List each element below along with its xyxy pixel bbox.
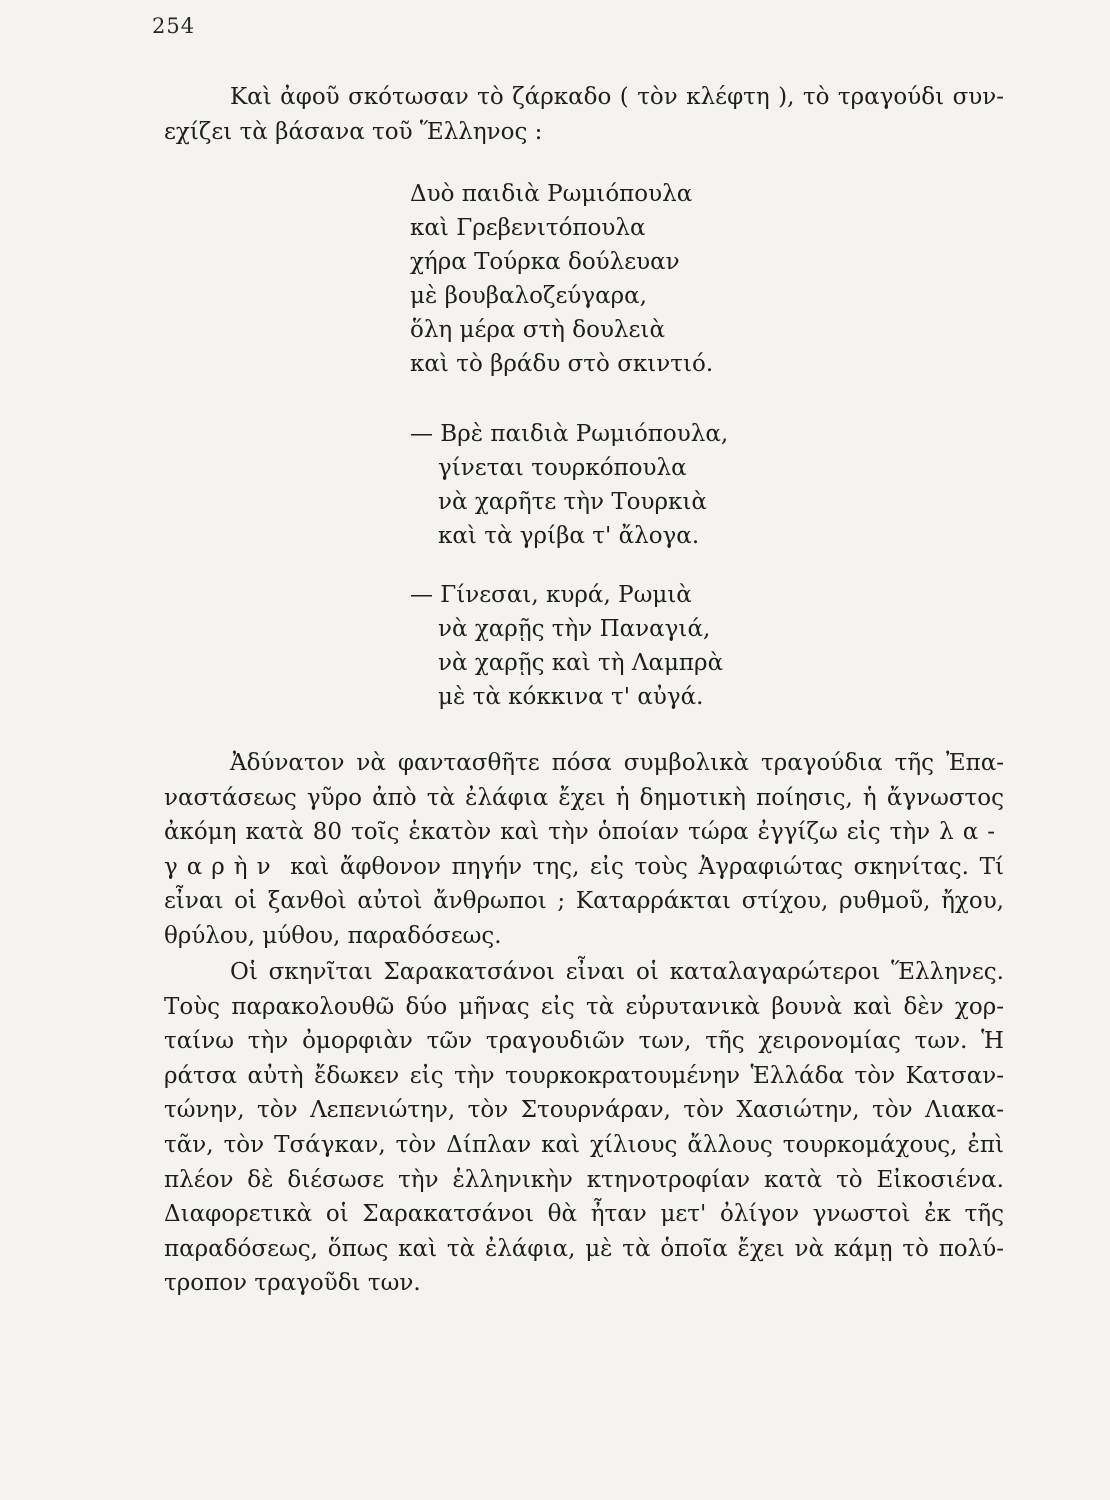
page-number: 254 [152, 14, 196, 38]
poem-line: καὶ Γρεβενιτόπουλα [410, 215, 646, 241]
paragraph-1 [164, 746, 1004, 954]
spaced-word: λα- [939, 819, 1005, 846]
poem-line: νὰ χαρῇς τὴν Παναγιά, [438, 616, 711, 642]
intro-line: Καὶ ἀφοῦ σκότωσαν τὸ ζάρκαδο ( τὸν κλέφτη ), τὸ τραγούδι συν- [230, 84, 1004, 110]
paragraph-line: παραδόσεως, ὅπως καὶ τὰ ἐλάφια, μὲ τὰ ὁποῖα ἔχει νὰ κάμῃ τὸ πολύ- [164, 1235, 1004, 1262]
paragraph-line: ναστάσεως γῦρο ἀπὸ τὰ ἐλάφια ἔχει ἡ δημοτικὴ ποίησις, ἡ ἄγνωστος [164, 784, 1004, 811]
poem-stanza-3 [410, 578, 830, 714]
paragraph-line: Ἀδύνατον νὰ φαντασθῆτε πόσα συμβολικὰ τραγούδια τῆς Ἐπα- [230, 750, 1004, 776]
poem-line: νὰ χαρῆτε τὴν Τουρκιὰ [438, 489, 707, 515]
poem-stanza-1 [410, 177, 830, 381]
poem-line: μὲ τὰ κόκκινα τ' αὐγά. [438, 684, 704, 710]
paragraph-2 [164, 955, 1004, 1301]
poem-line: μὲ βουβαλοζεύγαρα, [410, 283, 647, 309]
poem-line: γίνεται τουρκόπουλα [438, 455, 687, 481]
poem-stanza-2 [410, 417, 830, 553]
paragraph-line: Οἱ σκηνῖται Σαρακατσάνοι εἶναι οἱ καταλαγαρώτεροι Ἕλληνες. [230, 959, 1004, 985]
poem-line: Δυὸ παιδιὰ Ρωμιόπουλα [410, 181, 693, 207]
poem-line: — Βρὲ παιδιὰ Ρωμιόπουλα, [410, 421, 729, 447]
paragraph-line: τροπον τραγοῦδι των. [164, 1270, 421, 1297]
paragraph-line: τᾶν, τὸν Τσάγκαν, τὸν Δίπλαν καὶ χίλιους ἄλλους τουρκομάχους, ἐπὶ [164, 1131, 1004, 1158]
paragraph-line: Τοὺς παρακολουθῶ δύο μῆνας εἰς τὰ εὐρυτανικὰ βουνὰ καὶ δὲν χορ- [164, 993, 1004, 1020]
poem-line: καὶ τὰ γρίβα τ' ἄλογα. [438, 523, 700, 549]
intro-paragraph [164, 80, 1004, 150]
paragraph-line [164, 815, 1004, 850]
paragraph-line: τώνην, τὸν Λεπενιώτην, τὸν Στουρνάραν, τὸν Χασιώτην, τὸν Λιακα- [164, 1097, 1004, 1124]
poem-line: καὶ τὸ βράδυ στὸ σκιντιό. [410, 351, 714, 377]
paragraph-line: θρύλου, μύθου, παραδόσεως. [164, 922, 502, 949]
poem-line: νὰ χαρῇς καὶ τὴ Λαμπρὰ [438, 650, 724, 676]
paragraph-text: καὶ ἄφθονον πηγήν της, εἰς τοὺς Ἀγραφιώτας σκηνίτας. Τί [290, 853, 1005, 880]
paragraph-line: πλέον δὲ διέσωσε τὴν ἑλληνικὴν κτηνοτροφίαν κατὰ τὸ Εἰκοσιένα. [164, 1166, 1004, 1193]
spaced-word: γαρὴν [164, 853, 280, 880]
paragraph-line: ταίνω τὴν ὀμορφιὰν τῶν τραγουδιῶν των, τῆς χειρονομίας των. Ἡ [164, 1028, 1004, 1055]
paragraph-line: ράτσα αὐτὴ ἔδωκεν εἰς τὴν τουρκοκρατουμένην Ἑλλάδα τὸν Κατσαν- [164, 1062, 1004, 1089]
paragraph-line: Διαφορετικὰ οἱ Σαρακατσάνοι θὰ ἦταν μετ' ὀλίγον γνωστοὶ ἐκ τῆς [164, 1201, 1004, 1228]
poem-line: — Γίνεσαι, κυρά, Ρωμιὰ [410, 582, 692, 608]
paragraph-line: εἶναι οἱ ξανθοὶ αὐτοὶ ἄνθρωποι ; Καταρράκται στίχου, ρυθμοῦ, ἤχου, [164, 888, 1004, 915]
intro-line: εχίζει τὰ βάσανα τοῦ Ἕλληνος : [164, 119, 543, 145]
poem-line: ὅλη μέρα στὴ δουλειὰ [410, 317, 665, 343]
paragraph-text: ἀκόμη κατὰ 80 τοῖς ἑκατὸν καὶ τὴν ὁποίαν τώρα ἐγγίζω εἰς τὴν [164, 819, 931, 846]
poem-line: χήρα Τούρκα δούλευαν [410, 249, 680, 275]
paragraph-line [164, 850, 1004, 885]
